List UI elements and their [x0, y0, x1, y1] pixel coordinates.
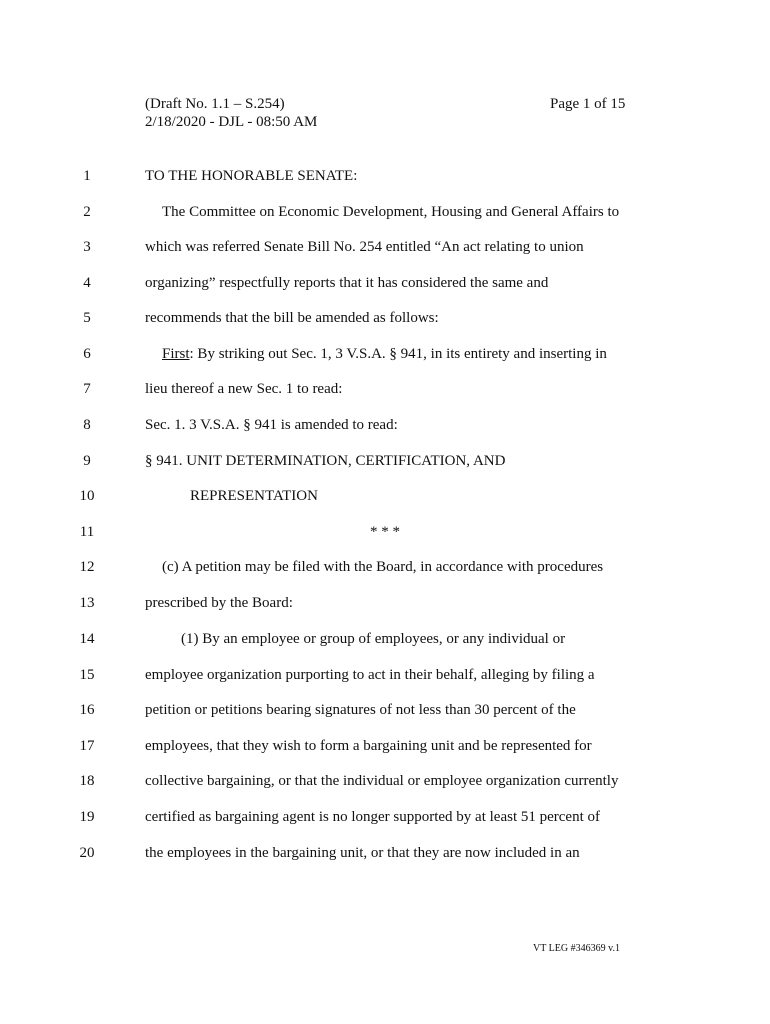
line-text: organizing” respectfully reports that it has considered the same and [145, 275, 549, 291]
line-text: prescribed by the Board: [145, 595, 293, 611]
line-12 [0, 557, 770, 577]
line-number: 14 [79, 631, 95, 647]
line-8 [0, 415, 770, 435]
line-4 [0, 273, 770, 293]
page-number: Page 1 of 15 [550, 96, 626, 112]
line-11 [0, 522, 770, 542]
line-number: 17 [79, 738, 95, 754]
line-number: 20 [79, 845, 95, 861]
line-text: REPRESENTATION [190, 488, 318, 504]
line-number: 16 [79, 702, 95, 718]
line-number: 13 [79, 595, 95, 611]
line-text: certified as bargaining agent is no longer supported by at least 51 percent of [145, 809, 600, 825]
line-16 [0, 700, 770, 720]
line-3 [0, 237, 770, 257]
line-text: lieu thereof a new Sec. 1 to read: [145, 381, 343, 397]
line-text: TO THE HONORABLE SENATE: [145, 168, 358, 184]
line-text: collective bargaining, or that the individual or employee organization currently [145, 773, 619, 789]
line-number: 7 [83, 381, 91, 397]
line-7 [0, 379, 770, 399]
line-number: 10 [79, 488, 95, 504]
line-6 [0, 344, 770, 364]
line-17 [0, 736, 770, 756]
line-number: 1 [83, 168, 91, 184]
line-number: 3 [83, 239, 91, 255]
line-13 [0, 593, 770, 613]
line-text: recommends that the bill be amended as follows: [145, 310, 439, 326]
line-2 [0, 202, 770, 222]
line-number: 18 [79, 773, 95, 789]
line-18 [0, 771, 770, 791]
line-number: 19 [79, 809, 95, 825]
draft-label: (Draft No. 1.1 – S.254) [145, 96, 285, 112]
line-number: 15 [79, 667, 95, 683]
line-text: The Committee on Economic Development, Housing and General Affairs to [162, 204, 620, 220]
line-19 [0, 807, 770, 827]
line-9 [0, 451, 770, 471]
line-text: employees, that they wish to form a bargaining unit and be represented for [145, 738, 592, 754]
line-text: (c) A petition may be filed with the Board, in accordance with procedures [162, 559, 604, 575]
line-15 [0, 665, 770, 685]
line-text: § 941. UNIT DETERMINATION, CERTIFICATION, AND [145, 453, 506, 469]
line-text-rest: : By striking out Sec. 1, 3 V.S.A. § 941, in its entirety and inserting in [189, 346, 607, 362]
line-1 [0, 166, 770, 186]
line-20 [0, 843, 770, 863]
section-break-asterisks: * * * [370, 524, 400, 540]
line-number: 11 [79, 524, 95, 540]
line-5 [0, 308, 770, 328]
line-number: 4 [83, 275, 91, 291]
line-text: petition or petitions bearing signatures of not less than 30 percent of the [145, 702, 576, 718]
line-number: 9 [83, 453, 91, 469]
line-text: employee organization purporting to act in their behalf, alleging by filing a [145, 667, 595, 683]
line-text: Sec. 1. 3 V.S.A. § 941 is amended to read: [145, 417, 398, 433]
line-14 [0, 629, 770, 649]
document-id-footer: VT LEG #346369 v.1 [533, 943, 620, 954]
line-number: 2 [83, 204, 91, 220]
line-number: 6 [83, 346, 91, 362]
line-number: 8 [83, 417, 91, 433]
line-text: the employees in the bargaining unit, or that they are now included in an [145, 845, 580, 861]
line-number: 12 [79, 559, 95, 575]
draft-date: 2/18/2020 - DJL - 08:50 AM [145, 114, 318, 130]
line-text [162, 344, 607, 364]
line-text: (1) By an employee or group of employees, or any individual or [181, 631, 566, 647]
line-number: 5 [83, 310, 91, 326]
line-10 [0, 486, 770, 506]
first-underlined: First [162, 346, 190, 362]
line-text: which was referred Senate Bill No. 254 entitled “An act relating to union [145, 239, 584, 255]
